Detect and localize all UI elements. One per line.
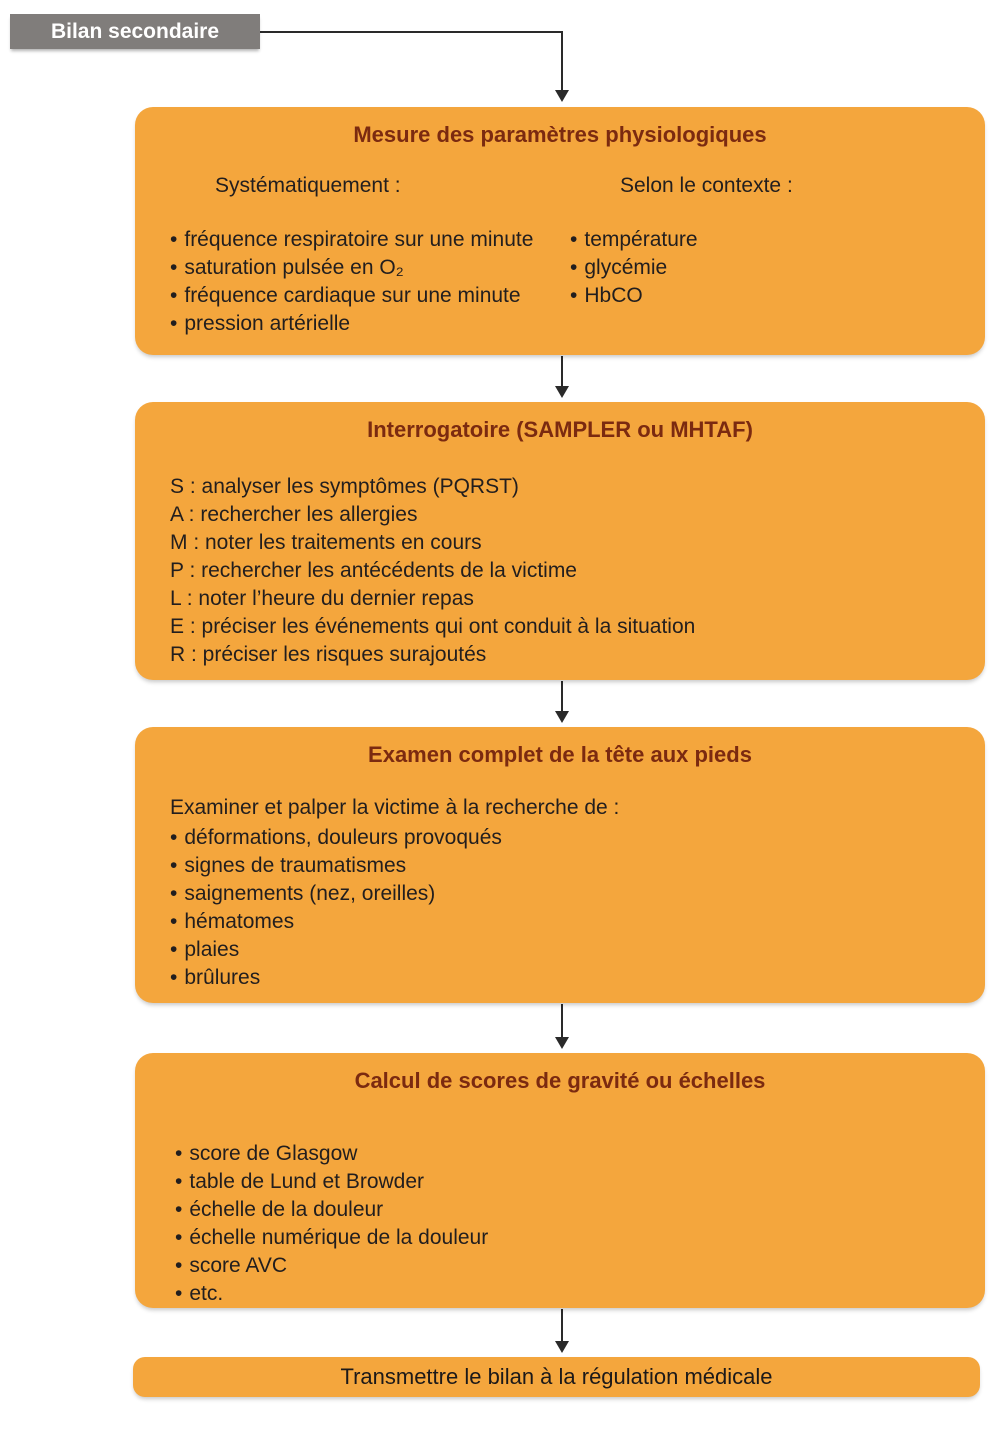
list-item: • table de Lund et Browder	[175, 1168, 985, 1196]
list-item: • pression artérielle	[170, 310, 570, 338]
node-calcul-scores	[135, 1053, 985, 1308]
transmit-text: Transmettre le bilan à la régulation médicale	[340, 1364, 773, 1389]
sampler-line: A : rechercher les allergies	[170, 503, 418, 526]
measure-col1-list	[170, 226, 570, 338]
sampler-line: E : préciser les événements qui ont conduit à la situation	[170, 615, 696, 638]
node-scores-title: Calcul de scores de gravité ou échelles	[354, 1068, 766, 1093]
scores-list	[175, 1140, 985, 1308]
node-interrogatoire	[135, 402, 985, 680]
measure-column-contexte	[570, 172, 985, 338]
list-item: • fréquence cardiaque sur une minute	[170, 282, 570, 310]
list-item: • HbCO	[570, 282, 985, 310]
list-item: • température	[570, 226, 985, 254]
measure-col2-heading: Selon le contexte :	[620, 174, 793, 197]
list-item: • fréquence respiratoire sur une minute	[170, 226, 570, 254]
list-item: • glycémie	[570, 254, 985, 282]
list-item: • déformations, douleurs provoqués	[170, 824, 985, 852]
sampler-line: M : noter les traitements en cours	[170, 531, 482, 554]
list-item: • score de Glasgow	[175, 1140, 985, 1168]
list-item: • échelle de la douleur	[175, 1196, 985, 1224]
sampler-line: L : noter l’heure du dernier repas	[170, 587, 474, 610]
node-measure-parametres	[135, 107, 985, 355]
connector-top-l-shape	[260, 32, 562, 92]
list-item: • signes de traumatismes	[170, 852, 985, 880]
list-item: • etc.	[175, 1280, 985, 1308]
examen-list	[170, 824, 985, 992]
node-transmettre-bilan	[133, 1357, 980, 1397]
sampler-line: S : analyser les symptômes (PQRST)	[170, 475, 519, 498]
list-item: • échelle numérique de la douleur	[175, 1224, 985, 1252]
node-interrogatoire-title: Interrogatoire (SAMPLER ou MHTAF)	[367, 417, 753, 442]
node-measure-title: Mesure des paramètres physiologiques	[353, 122, 767, 147]
list-item: • plaies	[170, 936, 985, 964]
measure-col2-list	[570, 226, 985, 310]
node-examen-complet	[135, 727, 985, 1003]
sampler-line: R : préciser les risques surajoutés	[170, 643, 487, 666]
sampler-line: P : rechercher les antécédents de la victime	[170, 559, 577, 582]
list-item: • score AVC	[175, 1252, 985, 1280]
examen-intro: Examiner et palper la victime à la recherche de :	[170, 796, 620, 819]
measure-column-systematique	[170, 172, 570, 338]
flow-start-label	[10, 14, 260, 49]
interrogatoire-lines	[170, 473, 985, 669]
list-item: • saturation pulsée en O₂	[170, 254, 570, 282]
list-item: • saignements (nez, oreilles)	[170, 880, 985, 908]
list-item: • hématomes	[170, 908, 985, 936]
list-item: • brûlures	[170, 964, 985, 992]
measure-col1-heading: Systématiquement :	[215, 174, 401, 197]
flow-start-label-text: Bilan secondaire	[50, 19, 220, 43]
node-examen-title: Examen complet de la tête aux pieds	[368, 742, 752, 767]
